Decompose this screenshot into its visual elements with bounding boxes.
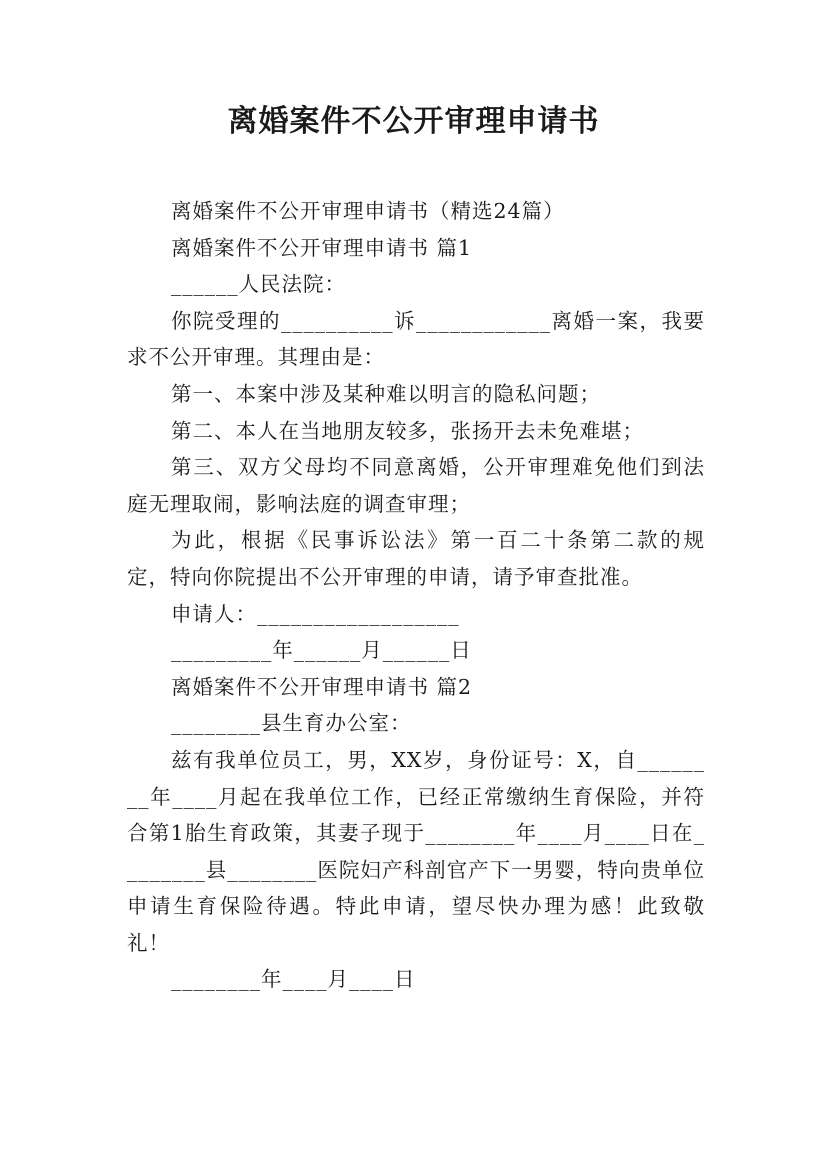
applicant-signature-line: 申请人：__________________ xyxy=(171,601,460,626)
body-paragraph: 第三、双方父母均不同意离婚，公开审理难免他们到法庭无理取闹，影响法庭的调查审理； xyxy=(127,455,705,516)
addressee-office: ________县生育办公室： xyxy=(171,711,412,736)
body-paragraph: 第一、本案中涉及某种难以明言的隐私问题； xyxy=(171,381,601,406)
addressee-court: ______人民法院： xyxy=(171,272,346,297)
document-body xyxy=(127,193,705,998)
document-title: 离婚案件不公开审理申请书 xyxy=(227,104,600,139)
body-paragraph: 为此，根据《民事诉讼法》第一百二十条第二款的规定，特向你院提出不公开审理的申请，请予审查批准。 xyxy=(127,528,705,589)
date-line: ________年____月____日 xyxy=(171,967,416,992)
subtitle-paragraph: 离婚案件不公开审理申请书（精选24篇） xyxy=(171,199,565,223)
body-paragraph: 第二、本人在当地朋友较多，张扬开去未免难堪； xyxy=(171,418,644,443)
section-heading-2: 离婚案件不公开审理申请书 篇2 xyxy=(171,674,473,699)
section-heading-1: 离婚案件不公开审理申请书 篇1 xyxy=(171,235,473,260)
date-line: _________年______月______日 xyxy=(171,638,472,663)
body-paragraph: 兹有我单位员工，男，XX岁，身份证号：X，自________年____月起在我单位工作，已经正常缴纳生育保险，并符合第1胎生育政策，其妻子现于________年____月____日在________县________医院妇产科剖官产下一男婴，特向贵单位申请生育保险待遇。特此申请，望尽快办理为感！此致敬礼！ xyxy=(127,747,705,955)
body-paragraph: 你院受理的__________诉____________离婚一案，我要求不公开审理。其理由是： xyxy=(127,308,705,370)
